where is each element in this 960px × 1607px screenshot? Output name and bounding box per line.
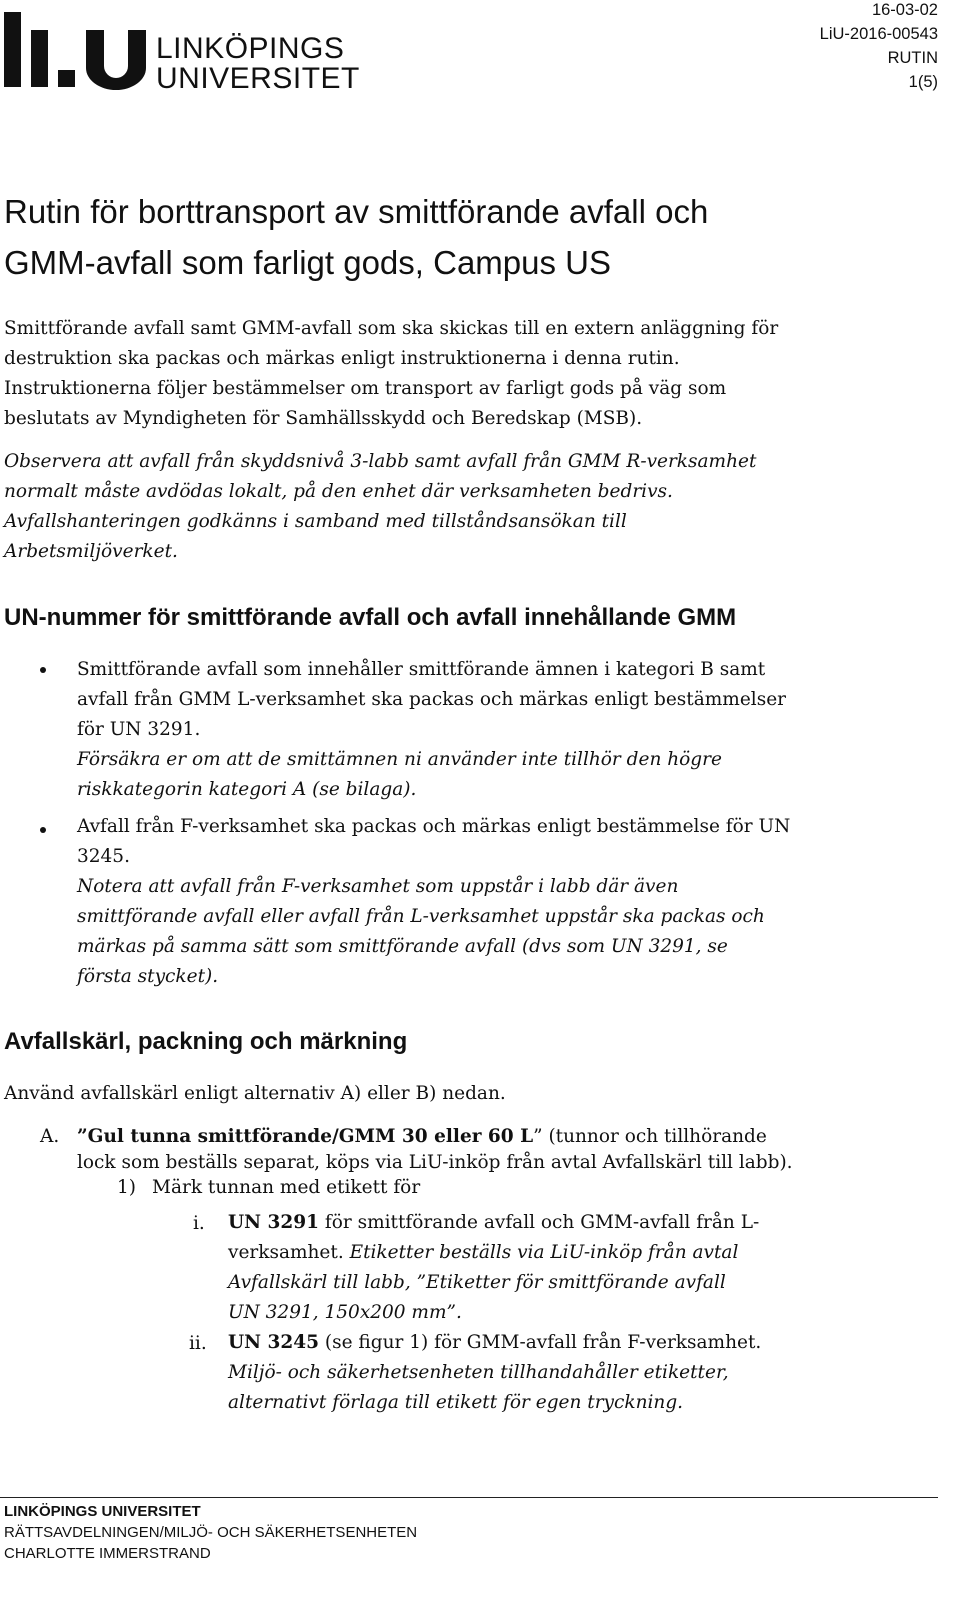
intro-line: Instruktionerna följer bestämmelser om transport av farligt gods på väg som — [4, 378, 727, 399]
bullet-line: Smittförande avfall som innehåller smittförande ämnen i kategori B samt — [77, 659, 766, 680]
sub-i-bold: UN 3291 — [228, 1212, 319, 1233]
doc-type: RUTIN — [887, 49, 938, 67]
bullet-line: Avfall från F-verksamhet ska packas och märkas enligt bestämmelse för UN — [77, 816, 791, 837]
intro-line: Smittförande avfall samt GMM-avfall som ska skickas till en extern anläggning för — [4, 318, 779, 339]
footer-line-1: LINKÖPINGS UNIVERSITET — [4, 1503, 201, 1520]
footer-line-2: RÄTTSAVDELNINGEN/MILJÖ- OCH SÄKERHETSENHETEN — [4, 1524, 418, 1541]
item-a-line-2: lock som beställs separat, köps via LiU-inköp från avtal Avfallskärl till labb). — [77, 1152, 793, 1173]
sub-item-i — [228, 1208, 928, 1328]
footer-line-3: CHARLOTTE IMMERSTRAND — [4, 1545, 211, 1562]
intro-line: beslutats av Myndigheten för Samhällsskydd och Beredskap (MSB). — [4, 408, 643, 429]
bullet-note-line: första stycket). — [77, 966, 219, 987]
doc-id: LiU-2016-00543 — [819, 25, 938, 43]
item-a-bold: ”Gul tunna smittförande/GMM 30 eller 60 L — [77, 1126, 534, 1147]
step-1-marker: 1) — [117, 1177, 136, 1198]
note-line: Arbetsmiljöverket. — [4, 541, 178, 562]
sub-i-line-2-plain: verksamhet. — [228, 1242, 350, 1263]
bullet-note-line: smittförande avfall eller avfall från L-verksamhet uppstår ska packas och — [77, 906, 765, 927]
containers-intro: Använd avfallskärl enligt alternativ A) eller B) nedan. — [4, 1083, 506, 1104]
doc-meta — [820, 0, 938, 94]
doc-date: 16-03-02 — [871, 1, 938, 19]
step-1-text: Märk tunnan med etikett för — [152, 1177, 421, 1198]
intro-line: destruktion ska packas och märkas enligt instruktionerna i denna rutin. — [4, 348, 680, 369]
item-a-rest: ” (tunnor och tillhörande — [533, 1126, 767, 1147]
bullet-line: 3245. — [77, 846, 130, 867]
bullet-line: för UN 3291. — [77, 719, 201, 740]
footer — [4, 1501, 417, 1564]
sub-i-line-4: UN 3291, 150x200 mm”. — [228, 1302, 462, 1323]
intro-paragraph — [4, 314, 924, 434]
sub-i-marker: i. — [193, 1213, 205, 1234]
sub-i-line-3: Avfallskärl till labb, ”Etiketter för smittförande avfall — [228, 1272, 726, 1293]
item-a-marker: A. — [40, 1126, 60, 1147]
bullet-icon — [40, 827, 46, 833]
sub-i-line-2-italic: Etiketter beställs via LiU-inköp från avtal — [349, 1242, 739, 1263]
item-a — [77, 1124, 937, 1176]
section-heading-un-numbers: UN-nummer för smittförande avfall och avfall innehållande GMM — [4, 604, 737, 631]
sub-i-line-1: för smittförande avfall och GMM-avfall från L- — [318, 1212, 760, 1233]
logo-mark-icon — [4, 12, 154, 92]
page-number: 1(5) — [908, 73, 938, 91]
bullet-line: avfall från GMM L-verksamhet ska packas och märkas enligt bestämmelser — [77, 689, 786, 710]
bullet-note-line: riskkategorin kategori A (se bilaga). — [77, 779, 417, 800]
title-line-1: Rutin för borttransport av smittförande avfall och — [4, 193, 709, 230]
bullet-note-line: märkas på samma sätt som smittförande avfall (dvs som UN 3291, se — [77, 936, 728, 957]
bullet-item-un3291 — [77, 655, 937, 805]
note-line: Avfallshanteringen godkänns i samband med tillståndsansökan till — [4, 511, 627, 532]
sub-ii-marker: ii. — [189, 1333, 207, 1354]
bullet-item-un3245 — [77, 812, 937, 992]
sub-ii-bold: UN 3245 — [228, 1332, 319, 1353]
sub-item-ii — [228, 1328, 928, 1418]
bullet-note-line: Försäkra er om att de smittämnen ni använder inte tillhör den högre — [77, 749, 722, 770]
title-line-2: GMM-avfall som farligt gods, Campus US — [4, 244, 612, 281]
footer-divider — [0, 1497, 938, 1498]
note-line: normalt måste avdödas lokalt, på den enhet där verksamheten bedrivs. — [4, 481, 673, 502]
sub-ii-line-1: (se figur 1) för GMM-avfall från F-verksamhet. — [318, 1332, 762, 1353]
bullet-icon — [40, 667, 46, 673]
logo-line-1: LINKÖPINGS — [156, 32, 345, 65]
intro-note — [4, 447, 924, 567]
page-title — [4, 186, 904, 288]
section-heading-containers: Avfallskärl, packning och märkning — [4, 1028, 408, 1055]
sub-ii-line-3: alternativt förlaga till etikett för egen tryckning. — [228, 1392, 684, 1413]
logo-line-2: UNIVERSITET — [156, 62, 360, 95]
note-line: Observera att avfall från skyddsnivå 3-labb samt avfall från GMM R-verksamhet — [4, 451, 757, 472]
bullet-note-line: Notera att avfall från F-verksamhet som uppstår i labb där även — [77, 876, 679, 897]
sub-ii-line-2: Miljö- och säkerhetsenheten tillhandahåller etiketter, — [228, 1362, 729, 1383]
university-logo — [4, 12, 360, 95]
